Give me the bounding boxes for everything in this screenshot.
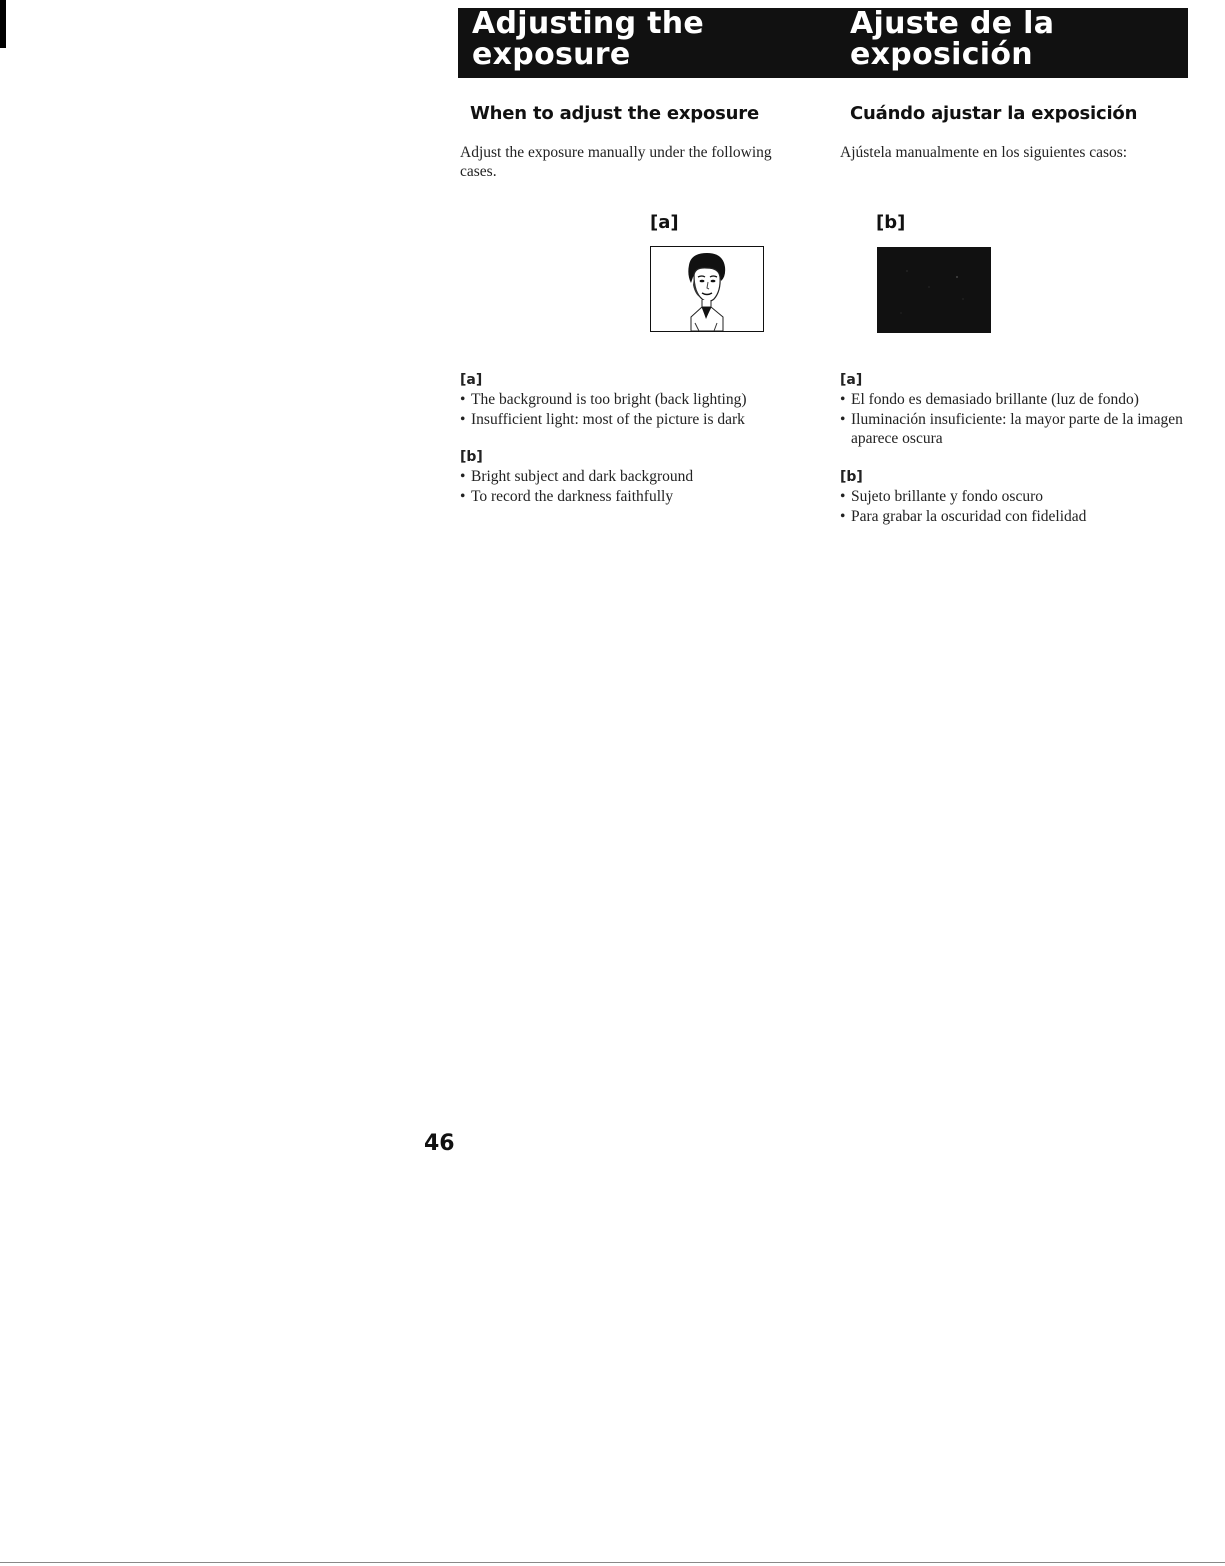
list-item: • Sujeto brillante y fondo oscuro xyxy=(840,487,1185,507)
case-a-list xyxy=(460,390,800,429)
section-heading-english: When to adjust the exposure xyxy=(470,103,759,124)
case-a-label: [a] xyxy=(460,372,483,388)
case-a-list xyxy=(840,390,1185,449)
case-b-label: [b] xyxy=(840,469,863,485)
intro-text-spanish: Ajústela manualmente en los siguientes casos: xyxy=(840,144,1128,161)
portrait-illustration xyxy=(651,247,763,331)
page-edge-mark xyxy=(0,0,6,48)
section-heading-spanish: Cuándo ajustar la exposición xyxy=(850,103,1138,124)
dark-scene-illustration xyxy=(877,247,991,333)
list-item: • Bright subject and dark background xyxy=(460,467,800,487)
case-b-list xyxy=(840,487,1185,526)
page-number: 46 xyxy=(424,1131,455,1156)
page-bottom-rule xyxy=(0,1562,1225,1563)
case-b-label: [b] xyxy=(460,449,483,465)
cases-spanish-a xyxy=(840,370,1185,449)
list-item: • To record the darkness faithfully xyxy=(460,487,800,507)
case-b-list xyxy=(460,467,800,506)
cases-spanish-b xyxy=(840,467,1185,526)
cases-english-b xyxy=(460,447,800,506)
cases-english-a xyxy=(460,370,800,429)
page-title-spanish: Ajuste de la exposición xyxy=(850,6,1055,72)
figure-label-b: [b] xyxy=(876,212,906,233)
intro-text-english: Adjust the exposure manually under the following cases. xyxy=(460,144,772,180)
figure-a-portrait-image xyxy=(650,246,764,332)
page-title-english: Adjusting the exposure xyxy=(472,6,705,72)
case-a-label: [a] xyxy=(840,372,863,388)
list-item: • El fondo es demasiado brillante (luz de fondo) xyxy=(840,390,1185,410)
list-item: • Iluminación insuficiente: la mayor parte de la imagen aparece oscura xyxy=(840,410,1185,449)
list-item: • Para grabar la oscuridad con fidelidad xyxy=(840,507,1185,527)
figure-b-dark-image xyxy=(877,247,991,333)
list-item: • Insufficient light: most of the picture is dark xyxy=(460,410,800,430)
list-item: • The background is too bright (back lighting) xyxy=(460,390,800,410)
figure-label-a: [a] xyxy=(650,212,679,233)
